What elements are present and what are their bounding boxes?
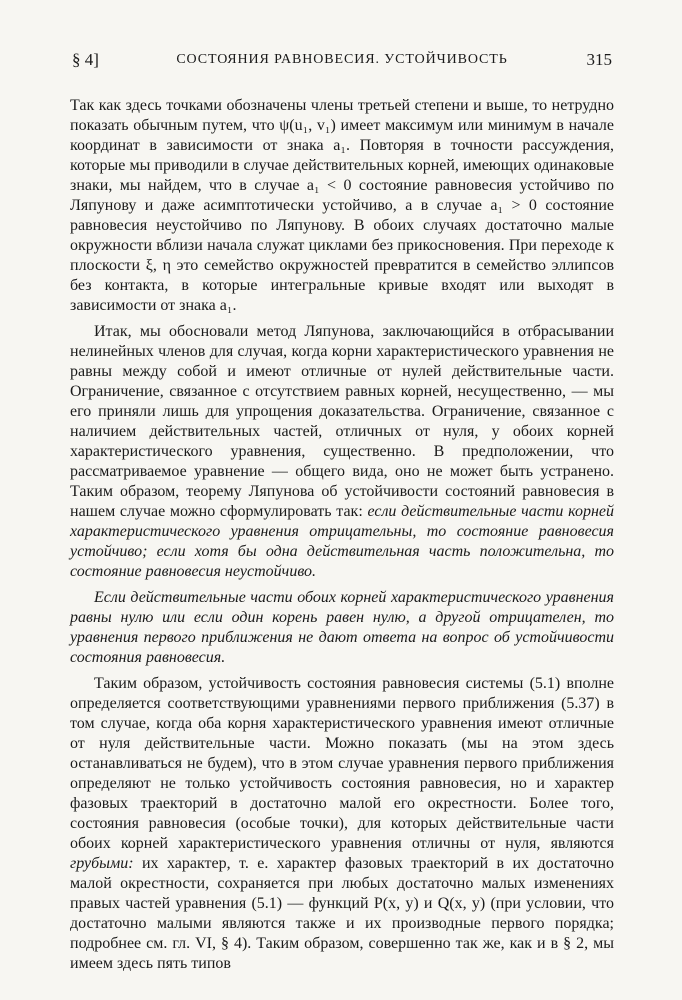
running-header	[72, 50, 612, 76]
paragraph-4-term: грубыми:	[70, 855, 134, 872]
page-number: 315	[586, 50, 612, 69]
paragraph-2-plain: Итак, мы обосновали метод Ляпунова, заключающийся в отбрасывании нелинейных членов для случая, когда корни характеристического уравнения не равны между собой и имеют отличные от нулей действительные части. Ограничение, связанное с отсутствием равных корней, несущественно, — мы его приняли лишь для упрощения доказательства. Ограничение, связанное с наличием действительных частей, отличных от нуля, у обоих корней характеристического уравнения, существенно. В предположении, что рассматриваемое уравнение — общего вида, оно не может быть устранено. Таким образом, теорему Ляпунова об устойчивости состояний равновесия в нашем случае можно сформулировать так:	[70, 323, 614, 520]
running-title: СОСТОЯНИЯ РАВНОВЕСИЯ. УСТОЙЧИВОСТЬ	[176, 52, 508, 67]
paragraph-1: Так как здесь точками обозначены члены третьей степени и выше, то нетрудно показать обычным путем, что ψ(u₁, v₁) имеет максимум или минимум в начале координат в зависимости от знака a₁. Повторяя в точности рассуждения, которые мы приводили в случае действительных корней, имеющих одинаковые знаки, мы найдем, что в случае a₁ < 0 состояние равновесия устойчиво по Ляпунову и даже асимптотически устойчиво, а в случае a₁ > 0 состояние равновесия неустойчиво по Ляпунову. В обоих случаях достаточно малые окружности вблизи начала служат циклами без прикосновения. При переходе к плоскости ξ, η это семейство окружностей превратится в семейство эллипсов без контакта, в которые интегральные кривые входят или выходят в зависимости от знака a₁.	[70, 97, 614, 314]
paragraph-4-rest: их характер, т. е. характер фазовых траекторий в их достаточно малой окрестности, сохраняется при любых достаточно малых изменениях правых частей уравнения (5.1) — функций P(x, y) и Q(x, y) (при условии, что достаточно малыми являются также и их производные первого порядка; подробнее см. гл. VI, § 4). Таким образом, совершенно так же, как и в § 2, мы имеем здесь пять типов	[70, 855, 614, 972]
paragraph-4-plain: Таким образом, устойчивость состояния равновесия системы (5.1) вполне определяется соответствующими уравнениями первого приближения (5.37) в том случае, когда оба корня характеристического уравнения имеют отличные от нуля действительные части. Можно показать (мы на этом здесь останавливаться не будем), что в этом случае уравнения первого приближения определяют не только устойчивость состояния равновесия, но и характер фазовых траекторий в достаточно малой его окрестности. Более того, состояния равновесия (особые точки), для которых действительные части обоих корней характеристического уравнения отличны от нуля, являются	[70, 675, 614, 852]
section-mark: § 4]	[72, 50, 99, 69]
paragraph-3-theorem: Если действительные части обоих корней характеристического уравнения равны нулю или если один корень равен нулю, а другой отрицателен, то уравнения первого приближения не дают ответа на вопрос об устойчивости состояния равновесия.	[70, 589, 614, 666]
paragraph-2-theorem: если действительные части корней характеристического уравнения отрицательны, то состояние равновесия устойчиво; если хотя бы одна действительная часть положительна, то состояние равновесия неустойчиво.	[70, 503, 615, 580]
paragraph-3	[70, 588, 614, 668]
body-text	[70, 96, 614, 980]
paragraph-4	[70, 674, 614, 974]
paragraph-2	[70, 322, 614, 582]
